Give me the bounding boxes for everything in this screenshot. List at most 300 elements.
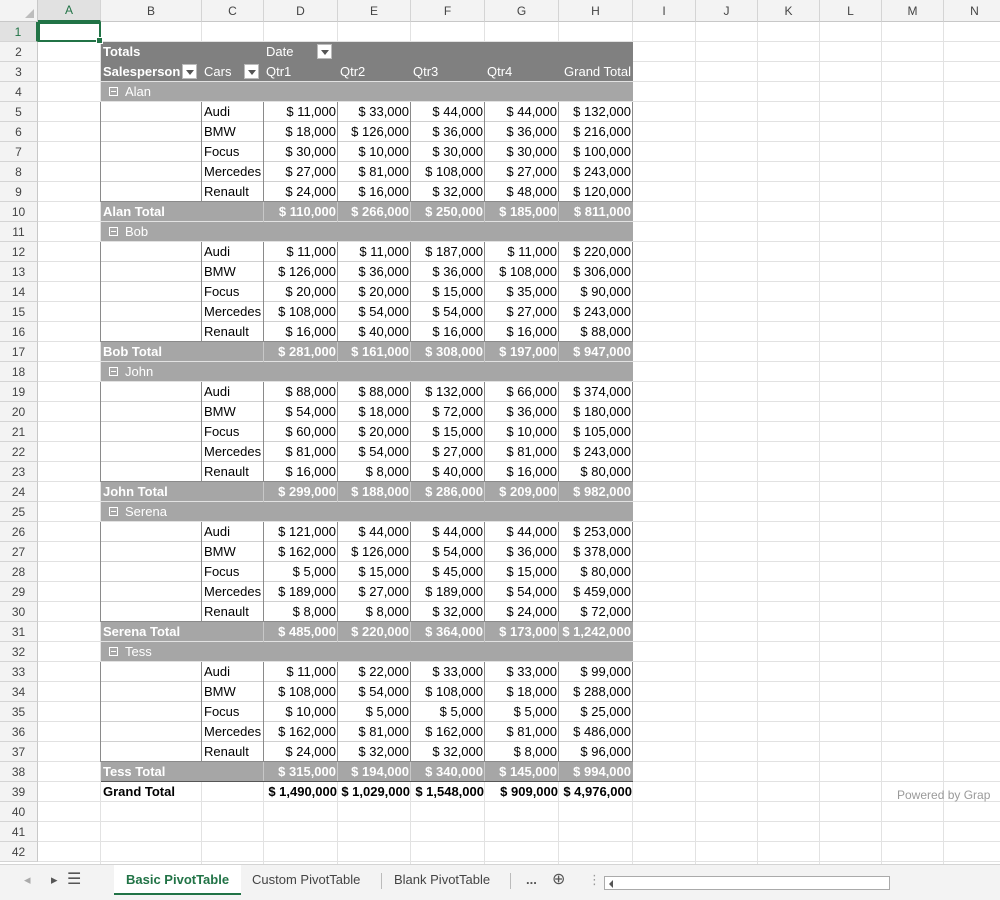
column-header-m[interactable]: M [882, 0, 944, 22]
date-filter-dropdown-icon[interactable] [317, 44, 332, 59]
row-header-22[interactable]: 22 [0, 442, 38, 462]
pivot-value-cell: $ 11,000 [507, 244, 557, 259]
pivot-column-separator [337, 102, 338, 202]
pivot-value-cell: $ 16,000 [506, 464, 557, 479]
pivot-value-cell: $ 99,000 [580, 664, 631, 679]
active-cell-selection[interactable] [38, 22, 101, 42]
pivot-column-separator [263, 522, 264, 622]
pivot-column-separator [484, 622, 485, 642]
pivot-subtotal-label: Bob Total [103, 344, 162, 359]
pivot-value-cell: $ 189,000 [425, 584, 483, 599]
row-header-24[interactable]: 24 [0, 482, 38, 502]
column-header-e[interactable]: E [338, 0, 411, 22]
plus-circle-icon[interactable]: ⊕ [552, 871, 566, 888]
pivot-column-separator [263, 342, 264, 362]
row-header-33[interactable]: 33 [0, 662, 38, 682]
row-header-34[interactable]: 34 [0, 682, 38, 702]
column-header-b[interactable]: B [101, 0, 202, 22]
pivot-value-cell: $ 10,000 [285, 704, 336, 719]
row-header-35[interactable]: 35 [0, 702, 38, 722]
pivot-value-cell: $ 187,000 [425, 244, 483, 259]
pivot-column-separator [410, 762, 411, 782]
pivot-subtotal-value: $ 188,000 [351, 484, 409, 499]
row-header-40[interactable]: 40 [0, 802, 38, 822]
pivot-value-cell: $ 54,000 [506, 584, 557, 599]
pivot-value-cell: $ 30,000 [432, 144, 483, 159]
row-header-37[interactable]: 37 [0, 742, 38, 762]
pivot-column-separator [100, 662, 101, 762]
pivot-column-separator [263, 242, 264, 342]
pivot-column-separator [558, 762, 559, 782]
pivot-column-separator [337, 202, 338, 222]
powered-by-watermark: Powered by Grap [897, 788, 991, 802]
pivot-subtotal-value: $ 308,000 [425, 344, 483, 359]
pivot-value-cell: $ 54,000 [432, 304, 483, 319]
pivot-car-label: Focus [204, 144, 240, 159]
pivot-column-separator [201, 242, 202, 342]
pivot-car-label: Renault [204, 184, 249, 199]
pivot-subtotal-value: $ 947,000 [573, 344, 631, 359]
pivot-value-cell: $ 80,000 [580, 564, 631, 579]
pivot-value-cell: $ 27,000 [506, 304, 557, 319]
pivot-value-cell: $ 44,000 [432, 104, 483, 119]
pivot-value-cell: $ 120,000 [573, 184, 631, 199]
pivot-subtotal-value: $ 811,000 [573, 204, 631, 219]
pivot-subtotal-value: $ 220,000 [351, 624, 409, 639]
pivot-car-label: BMW [204, 264, 236, 279]
pivot-column-separator [100, 382, 101, 482]
pivot-column-separator [263, 382, 264, 482]
column-header-a[interactable]: A [38, 0, 101, 22]
row-header-6[interactable]: 6 [0, 122, 38, 142]
pivot-value-cell: $ 72,000 [432, 404, 483, 419]
pivot-value-cell: $ 126,000 [351, 544, 409, 559]
pivot-column-separator [410, 522, 411, 622]
pivot-value-cell: $ 88,000 [580, 324, 631, 339]
pivot-subtotal-value: $ 485,000 [278, 624, 336, 639]
pivot-value-cell: $ 100,000 [573, 144, 631, 159]
column-header-i[interactable]: I [633, 0, 696, 22]
row-header-3[interactable]: 3 [0, 62, 38, 82]
pivot-column-separator [484, 662, 485, 762]
pivot-value-cell: $ 306,000 [573, 264, 631, 279]
gridline-v [695, 22, 696, 864]
pivot-value-cell: $ 8,000 [365, 604, 409, 619]
pivot-subtotal-label: Serena Total [103, 624, 181, 639]
pivot-value-cell: $ 11,000 [359, 244, 409, 259]
row-header-11[interactable]: 11 [0, 222, 38, 242]
pivot-grand-total-value: $ 1,490,000 [268, 784, 337, 799]
row-header-1[interactable]: 1 [0, 22, 38, 42]
pivot-value-cell: $ 44,000 [358, 524, 409, 539]
row-header-36[interactable]: 36 [0, 722, 38, 742]
tab-custom-pivottable[interactable]: Custom PivotTable [252, 872, 361, 887]
pivot-column-separator [337, 382, 338, 482]
pivot-value-cell: $ 108,000 [425, 164, 483, 179]
pivot-value-cell: $ 36,000 [506, 124, 557, 139]
gridline-h [38, 861, 1000, 862]
pivot-column-separator [100, 242, 101, 342]
pivot-grand-total-value: $ 909,000 [500, 784, 558, 799]
row-header-29[interactable]: 29 [0, 582, 38, 602]
pivot-grand-total-value: $ 4,976,000 [563, 784, 632, 799]
column-header-n[interactable]: N [944, 0, 1000, 22]
pivot-subtotal-label: Alan Total [103, 204, 165, 219]
group-name-tess: Tess [125, 644, 152, 659]
pivot-value-cell: $ 60,000 [285, 424, 336, 439]
pivot-car-label: Mercedes [204, 304, 262, 319]
pivot-column-separator [201, 382, 202, 482]
pivot-column-separator [410, 662, 411, 762]
pivot-value-cell: $ 27,000 [285, 164, 336, 179]
pivot-value-cell: $ 459,000 [573, 584, 631, 599]
pivot-column-separator [201, 102, 202, 202]
pivot-value-cell: $ 32,000 [432, 184, 483, 199]
pivot-value-cell: $ 220,000 [573, 244, 631, 259]
pivot-group-header [101, 502, 264, 522]
pivot-column-separator [558, 102, 559, 202]
row-header-26[interactable]: 26 [0, 522, 38, 542]
pivot-value-cell: $ 121,000 [278, 524, 336, 539]
pivot-value-cell: $ 10,000 [358, 144, 409, 159]
gridline-v [943, 22, 944, 864]
pivot-subtotal-value: $ 161,000 [351, 344, 409, 359]
pivot-column-separator [484, 202, 485, 222]
pivot-value-cell: $ 108,000 [278, 684, 336, 699]
pivot-grand-total-value: $ 1,029,000 [341, 784, 410, 799]
pivot-column-separator [263, 622, 264, 642]
pivot-value-cell: $ 30,000 [506, 144, 557, 159]
pivot-column-separator [263, 662, 264, 762]
row-header-16[interactable]: 16 [0, 322, 38, 342]
pivot-value-cell: $ 243,000 [573, 444, 631, 459]
pivot-value-cell: $ 35,000 [506, 284, 557, 299]
column-header-k[interactable]: K [758, 0, 820, 22]
pivot-value-cell: $ 105,000 [573, 424, 631, 439]
pivot-car-label: BMW [204, 124, 236, 139]
pivot-value-cell: $ 20,000 [358, 284, 409, 299]
pivot-column-separator [632, 662, 633, 762]
group-name-alan: Alan [125, 84, 152, 99]
tab-scroll-right-icon[interactable]: ▸ [51, 872, 58, 887]
pivot-column-separator [263, 102, 264, 202]
pivot-value-cell: $ 288,000 [573, 684, 631, 699]
row-header-7[interactable]: 7 [0, 142, 38, 162]
pivot-car-label: Focus [204, 424, 240, 439]
gridline-v [819, 22, 820, 864]
gridline-v [757, 22, 758, 864]
row-header-23[interactable]: 23 [0, 462, 38, 482]
pivot-value-cell: $ 18,000 [506, 684, 557, 699]
pivot-car-label: Audi [204, 384, 231, 399]
row-header-27[interactable]: 27 [0, 542, 38, 562]
pivot-value-cell: $ 15,000 [506, 564, 557, 579]
pivot-value-cell: $ 5,000 [365, 704, 409, 719]
pivot-value-cell: $ 20,000 [358, 424, 409, 439]
pivot-column-separator [558, 522, 559, 622]
pivot-value-cell: $ 11,000 [286, 664, 336, 679]
row-header-28[interactable]: 28 [0, 562, 38, 582]
group-name-serena: Serena [125, 504, 167, 519]
pivot-value-cell: $ 45,000 [432, 564, 483, 579]
pivot-column-separator [484, 522, 485, 622]
pivot-value-cell: $ 88,000 [358, 384, 409, 399]
pivot-value-cell: $ 27,000 [358, 584, 409, 599]
pivot-grand-total-label: Grand Total [103, 784, 175, 799]
row-header-2[interactable]: 2 [0, 42, 38, 62]
row-header-4[interactable]: 4 [0, 82, 38, 102]
row-header-31[interactable]: 31 [0, 622, 38, 642]
pivot-value-cell: $ 36,000 [432, 124, 483, 139]
pivot-column-separator [484, 382, 485, 482]
pivot-value-cell: $ 16,000 [285, 324, 336, 339]
pivot-group-header [101, 82, 264, 102]
pivot-value-cell: $ 108,000 [499, 264, 557, 279]
row-header-10[interactable]: 10 [0, 202, 38, 222]
pivot-column-separator [558, 202, 559, 222]
pivot-car-label: Mercedes [204, 584, 262, 599]
pivot-value-cell: $ 48,000 [506, 184, 557, 199]
pivot-value-cell: $ 96,000 [580, 744, 631, 759]
pivot-value-cell: $ 108,000 [425, 684, 483, 699]
pivot-column-separator [558, 382, 559, 482]
pivot-value-cell: $ 33,000 [432, 664, 483, 679]
row-header-38[interactable]: 38 [0, 762, 38, 782]
pivot-value-cell: $ 36,000 [432, 264, 483, 279]
row-header-32[interactable]: 32 [0, 642, 38, 662]
column-header-f[interactable]: F [411, 0, 485, 22]
column-header-c[interactable]: C [202, 0, 264, 22]
pivot-value-cell: $ 126,000 [278, 264, 336, 279]
pivot-value-cell: $ 15,000 [432, 424, 483, 439]
pivot-value-cell: $ 18,000 [358, 404, 409, 419]
pivot-column-header-grand-total: Grand Total [564, 64, 631, 79]
pivot-row-field-cars: Cars [204, 64, 232, 79]
pivot-subtotal-label: Tess Total [103, 764, 166, 779]
pivot-column-separator [100, 522, 101, 622]
column-header-g[interactable]: G [485, 0, 559, 22]
pivot-value-cell: $ 54,000 [432, 544, 483, 559]
pivot-column-separator [410, 482, 411, 502]
pivot-value-cell: $ 54,000 [358, 444, 409, 459]
pivot-subtotal-value: $ 299,000 [278, 484, 336, 499]
pivot-value-cell: $ 5,000 [513, 704, 557, 719]
pivot-subtotal-value: $ 982,000 [573, 484, 631, 499]
pivot-value-cell: $ 81,000 [358, 724, 409, 739]
pivot-value-cell: $ 54,000 [285, 404, 336, 419]
horizontal-scrollbar[interactable] [604, 876, 890, 890]
pivot-value-cell: $ 44,000 [506, 104, 557, 119]
pivot-value-cell: $ 8,000 [365, 464, 409, 479]
pivot-value-cell: $ 132,000 [573, 104, 631, 119]
pivot-column-separator [632, 522, 633, 622]
pivot-value-cell: $ 5,000 [439, 704, 483, 719]
pivot-car-label: Focus [204, 564, 240, 579]
pivot-column-separator [201, 522, 202, 622]
pivot-value-cell: $ 162,000 [278, 724, 336, 739]
column-header-d[interactable]: D [264, 0, 338, 22]
gridline-h [38, 841, 1000, 842]
pivot-value-cell: $ 16,000 [285, 464, 336, 479]
pivot-column-separator [337, 482, 338, 502]
pivot-column-separator [410, 382, 411, 482]
collapse-minus-icon[interactable] [109, 367, 118, 376]
scroll-left-arrow-icon[interactable] [607, 879, 615, 887]
pivot-value-cell: $ 44,000 [432, 524, 483, 539]
row-header-9[interactable]: 9 [0, 182, 38, 202]
pivot-subtotal-value: $ 994,000 [573, 764, 631, 779]
gridline-h [38, 821, 1000, 822]
gridline-v [881, 22, 882, 864]
pivot-value-cell: $ 32,000 [432, 744, 483, 759]
pivot-column-separator [263, 482, 264, 502]
pivot-car-label: Mercedes [204, 164, 262, 179]
pivot-group-header [101, 222, 264, 242]
pivot-column-header-qtr4: Qtr4 [487, 64, 513, 79]
pivot-subtotal-value: $ 266,000 [351, 204, 409, 219]
pivot-column-separator [484, 102, 485, 202]
row-header-25[interactable]: 25 [0, 502, 38, 522]
row-header-41[interactable]: 41 [0, 822, 38, 842]
group-name-bob: Bob [125, 224, 149, 239]
row-header-5[interactable]: 5 [0, 102, 38, 122]
pivot-column-separator [410, 622, 411, 642]
row-header-20[interactable]: 20 [0, 402, 38, 422]
pivot-value-cell: $ 108,000 [278, 304, 336, 319]
collapse-minus-icon[interactable] [109, 227, 118, 236]
tab-basic-pivottable[interactable]: Basic PivotTable [114, 865, 241, 895]
pivot-value-cell: $ 90,000 [580, 284, 631, 299]
pivot-column-separator [558, 242, 559, 342]
pivot-subtotal-value: $ 209,000 [499, 484, 557, 499]
row-header-42[interactable]: 42 [0, 842, 38, 862]
pivot-value-cell: $ 16,000 [358, 184, 409, 199]
row-header-8[interactable]: 8 [0, 162, 38, 182]
row-header-30[interactable]: 30 [0, 602, 38, 622]
pivot-car-label: Renault [204, 464, 249, 479]
pivot-value-cell: $ 88,000 [285, 384, 336, 399]
row-header-39[interactable]: 39 [0, 782, 38, 802]
pivot-value-cell: $ 36,000 [506, 544, 557, 559]
pivot-value-cell: $ 30,000 [285, 144, 336, 159]
pivot-column-separator [632, 102, 633, 202]
pivot-value-cell: $ 378,000 [573, 544, 631, 559]
pivot-subtotal-value: $ 185,000 [499, 204, 557, 219]
pivot-value-cell: $ 81,000 [506, 724, 557, 739]
pivot-column-separator [558, 342, 559, 362]
tab-scroll-left-icon[interactable]: ◂ [24, 872, 31, 887]
collapse-minus-icon[interactable] [109, 87, 118, 96]
pivot-column-separator [263, 202, 264, 222]
pivot-car-label: Renault [204, 604, 249, 619]
pivot-subtotal-value: $ 340,000 [425, 764, 483, 779]
pivot-group-header [101, 642, 264, 662]
pivot-value-cell: $ 162,000 [425, 724, 483, 739]
pivot-group-header [101, 362, 264, 382]
salesperson-filter-dropdown-icon[interactable] [182, 64, 197, 79]
pivot-column-separator [484, 762, 485, 782]
pivot-column-separator [558, 622, 559, 642]
row-header-14[interactable]: 14 [0, 282, 38, 302]
select-all-corner[interactable] [0, 0, 38, 22]
pivot-car-label: Audi [204, 664, 231, 679]
pivot-value-cell: $ 33,000 [358, 104, 409, 119]
pivot-grand-total-value: $ 1,548,000 [415, 784, 484, 799]
tab-blank-pivottable[interactable]: Blank PivotTable [394, 872, 491, 887]
pivot-value-cell: $ 253,000 [573, 524, 631, 539]
column-header-j[interactable]: J [696, 0, 758, 22]
pivot-column-header-qtr2: Qtr2 [340, 64, 366, 79]
pivot-subtotal-value: $ 194,000 [351, 764, 409, 779]
pivot-subtotal-value: $ 364,000 [425, 624, 483, 639]
pivot-value-cell: $ 18,000 [285, 124, 336, 139]
pivot-value-cell: $ 27,000 [432, 444, 483, 459]
splitter-handle-icon[interactable]: ⋮ [588, 872, 601, 887]
row-header-18[interactable]: 18 [0, 362, 38, 382]
pivot-car-label: Audi [204, 524, 231, 539]
collapse-minus-icon[interactable] [109, 647, 118, 656]
row-header-21[interactable]: 21 [0, 422, 38, 442]
sheet-tab-bar [0, 864, 1000, 900]
more-tabs-button[interactable]: ... [526, 872, 537, 887]
pivot-column-separator [201, 662, 202, 762]
pivot-value-cell: $ 10,000 [506, 424, 557, 439]
pivot-column-separator [337, 662, 338, 762]
pivot-subtotal-label: John Total [103, 484, 168, 499]
pivot-subtotal-value: $ 281,000 [278, 344, 336, 359]
pivot-value-cell: $ 20,000 [285, 284, 336, 299]
row-header-17[interactable]: 17 [0, 342, 38, 362]
pivot-column-separator [337, 242, 338, 342]
pivot-column-separator [558, 662, 559, 762]
row-header-13[interactable]: 13 [0, 262, 38, 282]
pivot-value-cell: $ 36,000 [358, 264, 409, 279]
pivot-subtotal-value: $ 173,000 [499, 624, 557, 639]
pivot-value-cell: $ 24,000 [506, 604, 557, 619]
pivot-column-separator [337, 342, 338, 362]
pivot-value-cell: $ 132,000 [425, 384, 483, 399]
pivot-value-cell: $ 54,000 [358, 684, 409, 699]
pivot-column-separator [410, 242, 411, 342]
pivot-value-cell: $ 36,000 [506, 404, 557, 419]
pivot-column-field-date: Date [266, 44, 294, 59]
row-header-12[interactable]: 12 [0, 242, 38, 262]
pivot-value-cell: $ 24,000 [285, 184, 336, 199]
pivot-column-separator [337, 762, 338, 782]
pivot-car-label: Renault [204, 324, 249, 339]
collapse-minus-icon[interactable] [109, 507, 118, 516]
row-header-19[interactable]: 19 [0, 382, 38, 402]
pivot-value-cell: $ 189,000 [278, 584, 336, 599]
row-header-15[interactable]: 15 [0, 302, 38, 322]
pivot-column-separator [410, 102, 411, 202]
pivot-value-cell: $ 374,000 [573, 384, 631, 399]
pivot-value-cell: $ 243,000 [573, 304, 631, 319]
pivot-value-cell: $ 8,000 [292, 604, 336, 619]
pivot-subtotal-value: $ 110,000 [278, 204, 336, 219]
all-sheets-menu-icon[interactable]: ☰ [67, 871, 82, 888]
pivot-value-cell: $ 72,000 [580, 604, 631, 619]
pivot-value-cell: $ 33,000 [506, 664, 557, 679]
column-header-l[interactable]: L [820, 0, 882, 22]
pivot-value-cell: $ 32,000 [358, 744, 409, 759]
pivot-car-label: Focus [204, 704, 240, 719]
pivot-value-cell: $ 40,000 [432, 464, 483, 479]
pivot-car-label: Audi [204, 244, 231, 259]
pivot-value-cell: $ 44,000 [506, 524, 557, 539]
column-header-h[interactable]: H [559, 0, 633, 22]
cars-filter-dropdown-icon[interactable] [244, 64, 259, 79]
